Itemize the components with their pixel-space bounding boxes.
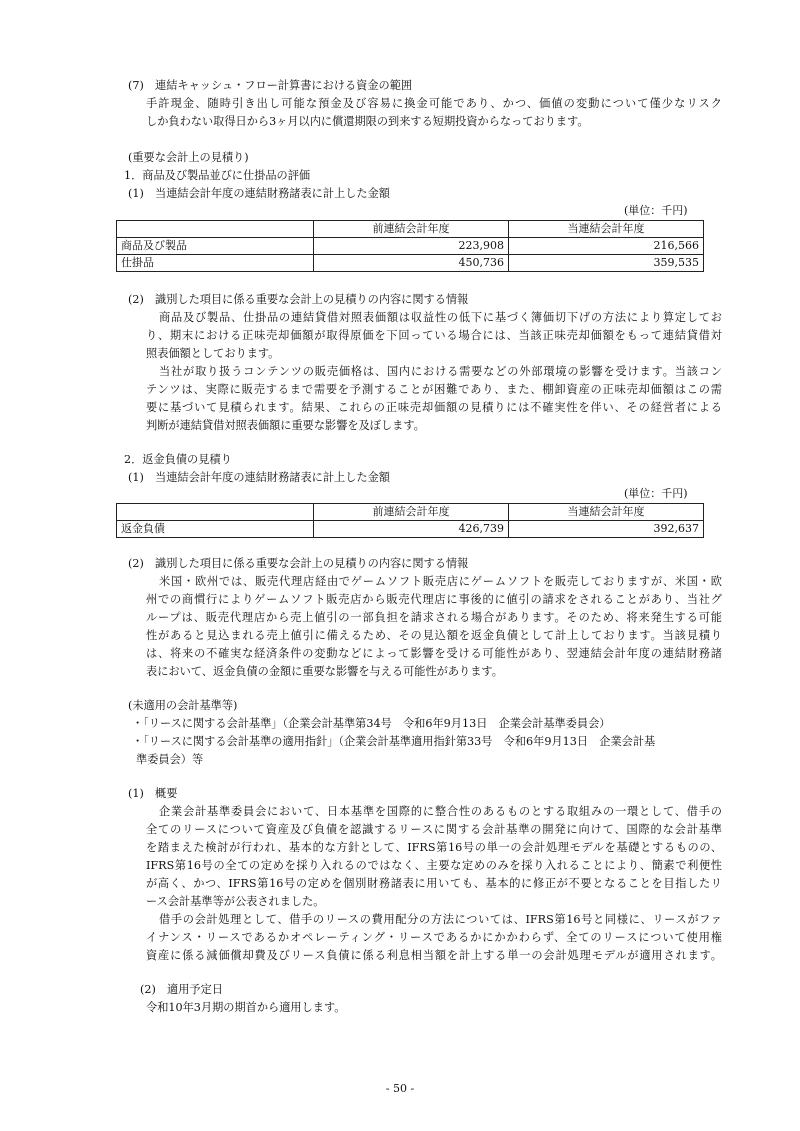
item2-p1-line-1: 米国・欧州では、販売代理店経由でゲームソフト販売店にゲームソフトを販売しておりますが、米国・欧 [159, 575, 722, 588]
section-7-line-1: 手許現金、随時引き出し可能な預金及び容易に換金可能であり、かつ、価値の変動について僅少なリスク [146, 97, 722, 110]
item1-p1-line-3: 照表価額としております。 [146, 347, 280, 360]
row-curr-value: 359,535 [509, 255, 704, 272]
item1-p2-line-2: テンツは、実際に販売するまで需要を予測することが困難であり、また、棚卸資産の正味売却価額はこの需 [146, 383, 722, 396]
overview-p2-line-2: イナンス・リースであるかオペレーティング・リースであるかにかかわらず、全てのリースについて使用権 [146, 931, 722, 944]
row-prev-value: 426,739 [314, 521, 509, 538]
row-curr-value: 392,637 [509, 521, 704, 538]
item1-p2-line-3: 要に基づいて見積られます。結果、これらの正味売却価額の見積りには不確実性を伴い、その経営者による [146, 401, 722, 414]
item1-sub2: (2) 識別した項目に係る重要な会計上の見積りの内容に関する情報 [128, 293, 469, 306]
item1-sub1: (1) 当連結会計年度の連結財務諸表に計上した金額 [128, 187, 390, 200]
unapplied-bullet-1: ・「リースに関する会計基準」（企業会計基準第34号 令和6年9月13日 企業会計基準委員会） [132, 717, 611, 730]
item2-table [116, 503, 704, 538]
row-curr-value: 216,566 [509, 238, 704, 255]
overview-p1-line-1: 企業会計基準委員会において、日本基準を国際的に整合性のあるものとする取組みの一環として、借手の [159, 805, 722, 818]
section-7-line-2: しか負わない取得日から3ヶ月以内に償還期限の到来する短期投資からなっております。 [146, 115, 589, 128]
item2-unit: (単位：千円) [624, 487, 688, 500]
page-number: - 50 - [385, 1082, 415, 1095]
section-7-heading: (7) 連結キャッシュ・フロー計算書における資金の範囲 [128, 79, 413, 92]
item2-sub2: (2) 識別した項目に係る重要な会計上の見積りの内容に関する情報 [128, 557, 469, 570]
schedule-heading: (2) 適用予定日 [140, 983, 223, 996]
unapplied-heading: (未適用の会計基準等) [128, 699, 238, 712]
table-row [117, 521, 704, 538]
overview-p1-line-6: ース会計基準等が公表されました。 [146, 895, 325, 908]
item1-p1-line-2: り、期末における正味売却価額が取得原価を下回っている場合には、当該正味売却価額をもって連結貸借対 [146, 329, 722, 342]
item2-p1-line-2: 州での商慣行によりゲームソフト販売店から販売代理店に事後的に値引の請求をされることがあり、当社グ [146, 593, 722, 606]
table-corner-cell [117, 221, 314, 238]
table-row [117, 238, 704, 255]
table-header-row [117, 504, 704, 521]
col-prev-header: 前連結会計年度 [314, 504, 509, 521]
item2-p1-line-4: 性があると見込まれる売上値引に備えるため、その見込額を返金負債として計上しております。当該見積り [146, 629, 722, 642]
item1-p1-line-1: 商品及び製品、仕掛品の連結貸借対照表価額は収益性の低下に基づく簿価切下げの方法により算定してお [159, 311, 722, 324]
item2-sub1: (1) 当連結会計年度の連結財務諸表に計上した金額 [128, 471, 390, 484]
item1-table [116, 220, 704, 272]
item1-p2-line-1: 当社が取り扱うコンテンツの販売価格は、国内における需要などの外部環境の影響を受けます。当該コン [159, 365, 722, 378]
item2-p1-line-6: 表において、返金負債の金額に重要な影響を与える可能性があります。 [146, 665, 503, 678]
item2-p1-line-3: ループは、販売代理店から売上値引の一部負担を請求される場合があります。そのため、将来発生する可能 [146, 611, 722, 624]
overview-p1-line-5: が高く、かつ、IFRS第16号の定めを個別財務諸表に用いても、基本的に修正が不要となることを目指したリ [146, 877, 722, 890]
table-row [117, 255, 704, 272]
row-label: 仕掛品 [117, 255, 314, 272]
overview-p1-line-3: を踏まえた検討が行われ、基本的な方針として、IFRS第16号の単一の会計処理モデルを基礎とするものの、 [146, 841, 722, 854]
item2-title: 2．返金負債の見積り [124, 453, 232, 466]
overview-p2-line-1: 借手の会計処理として、借手のリースの費用配分の方法については、IFRS第16号と同様に、リースがファ [159, 913, 722, 926]
estimates-heading: (重要な会計上の見積り) [128, 151, 249, 164]
overview-heading: (1) 概要 [128, 787, 178, 800]
schedule-text: 令和10年3月期の期首から適用します。 [146, 1001, 346, 1014]
unapplied-bullet-2-cont: 準委員会）等 [136, 753, 204, 766]
item2-p1-line-5: は、将来の不確実な経済条件の変動などによって影響を受ける可能性があり、翌連結会計年度の連結財務諸 [146, 647, 722, 660]
row-label: 返金負債 [117, 521, 314, 538]
table-corner-cell [117, 504, 314, 521]
overview-p2-line-3: 資産に係る減価償却費及びリース負債に係る利息相当額を計上する単一の会計処理モデルが適用されます。 [146, 949, 722, 962]
col-prev-header: 前連結会計年度 [314, 221, 509, 238]
item1-title: 1．商品及び製品並びに仕掛品の評価 [124, 169, 311, 182]
item1-p2-line-4: 判断が連結貸借対照表価額に重要な影響を及ぼします。 [146, 419, 425, 432]
row-label: 商品及び製品 [117, 238, 314, 255]
row-prev-value: 450,736 [314, 255, 509, 272]
unapplied-bullet-2: ・「リースに関する会計基準の適用指針」（企業会計基準適用指針第33号 令和6年9月13日 企業会計基 [132, 735, 656, 748]
row-prev-value: 223,908 [314, 238, 509, 255]
item1-unit: (単位：千円) [624, 204, 688, 217]
overview-p1-line-2: 全てのリースについて資産及び負債を認識するリースに関する会計基準の開発に向けて、国際的な会計基準 [146, 823, 722, 836]
col-curr-header: 当連結会計年度 [509, 504, 704, 521]
overview-p1-line-4: IFRS第16号の全ての定めを採り入れるのではなく、主要な定めのみを採り入れることにより、簡素で利便性 [146, 859, 722, 872]
table-header-row [117, 221, 704, 238]
col-curr-header: 当連結会計年度 [509, 221, 704, 238]
